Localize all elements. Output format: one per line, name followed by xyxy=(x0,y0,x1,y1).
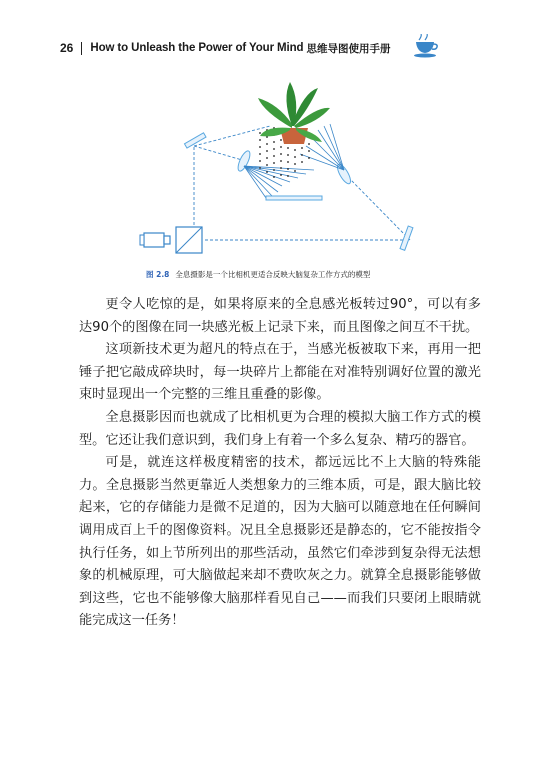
header-divider xyxy=(81,42,82,55)
teacup-icon xyxy=(413,34,439,58)
potted-plant xyxy=(258,82,330,144)
mirror-bottom-right xyxy=(400,226,413,250)
book-title-en: How to Unleash the Power of Your Mind xyxy=(90,42,304,54)
beam-splitter xyxy=(176,227,202,253)
paragraph-3: 全息摄影因而也就成了比相机更为合理的模拟大脑工作方式的模型。它还让我们意识到，我们身上有着一个多么复杂、精巧的器官。 xyxy=(79,409,481,448)
paragraph-2: 这项新技术更为超凡的特点在于，当感光板被取下来，再用一把锤子把它敲成碎块时，每一块碎片上都能在对准特别调好位置的激光束时显现出一个完整的三维且重叠的影像。 xyxy=(79,342,481,403)
hologram-setup-illustration xyxy=(132,78,432,264)
figure-caption xyxy=(146,269,446,280)
laser-source xyxy=(140,233,170,247)
body-text xyxy=(79,294,481,633)
figure-label: 图 2.8 xyxy=(146,270,170,279)
photographic-plate xyxy=(266,196,322,200)
page-number: 26 xyxy=(60,41,74,55)
paragraph-1: 更令人吃惊的是，如果将原来的全息感光板转过90°，可以有多达90个的图像在同一块感光板上记录下来，而且图像之间互不干扰。 xyxy=(79,297,481,335)
book-title-cn: 思维导图使用手册 xyxy=(306,42,391,55)
paragraph-4: 可是，就连这样极度精密的技术，都远远比不上大脑的特殊能力。全息摄影当然更靠近人类想象力的三维本质，可是，跟大脑比较起来，它的存储能力是微不足道的，因为大脑可以随意地在任何瞬间调用成百上千的图像资料。况且全息摄影还是静态的，它不能按指令执行任务，如上节所列出的那些活动，虽然它们牵涉到复杂得无法想象的机械原理，可大脑做起来却不费吹灰之力。就算全息摄影能够做到这些，它也不能够像大脑那样看见自己——而我们只要闭上眼睛就能完成这一任务！ xyxy=(79,455,481,629)
figure-caption-text: 全息摄影是一个比相机更适合反映大脑复杂工作方式的模型 xyxy=(175,270,371,279)
